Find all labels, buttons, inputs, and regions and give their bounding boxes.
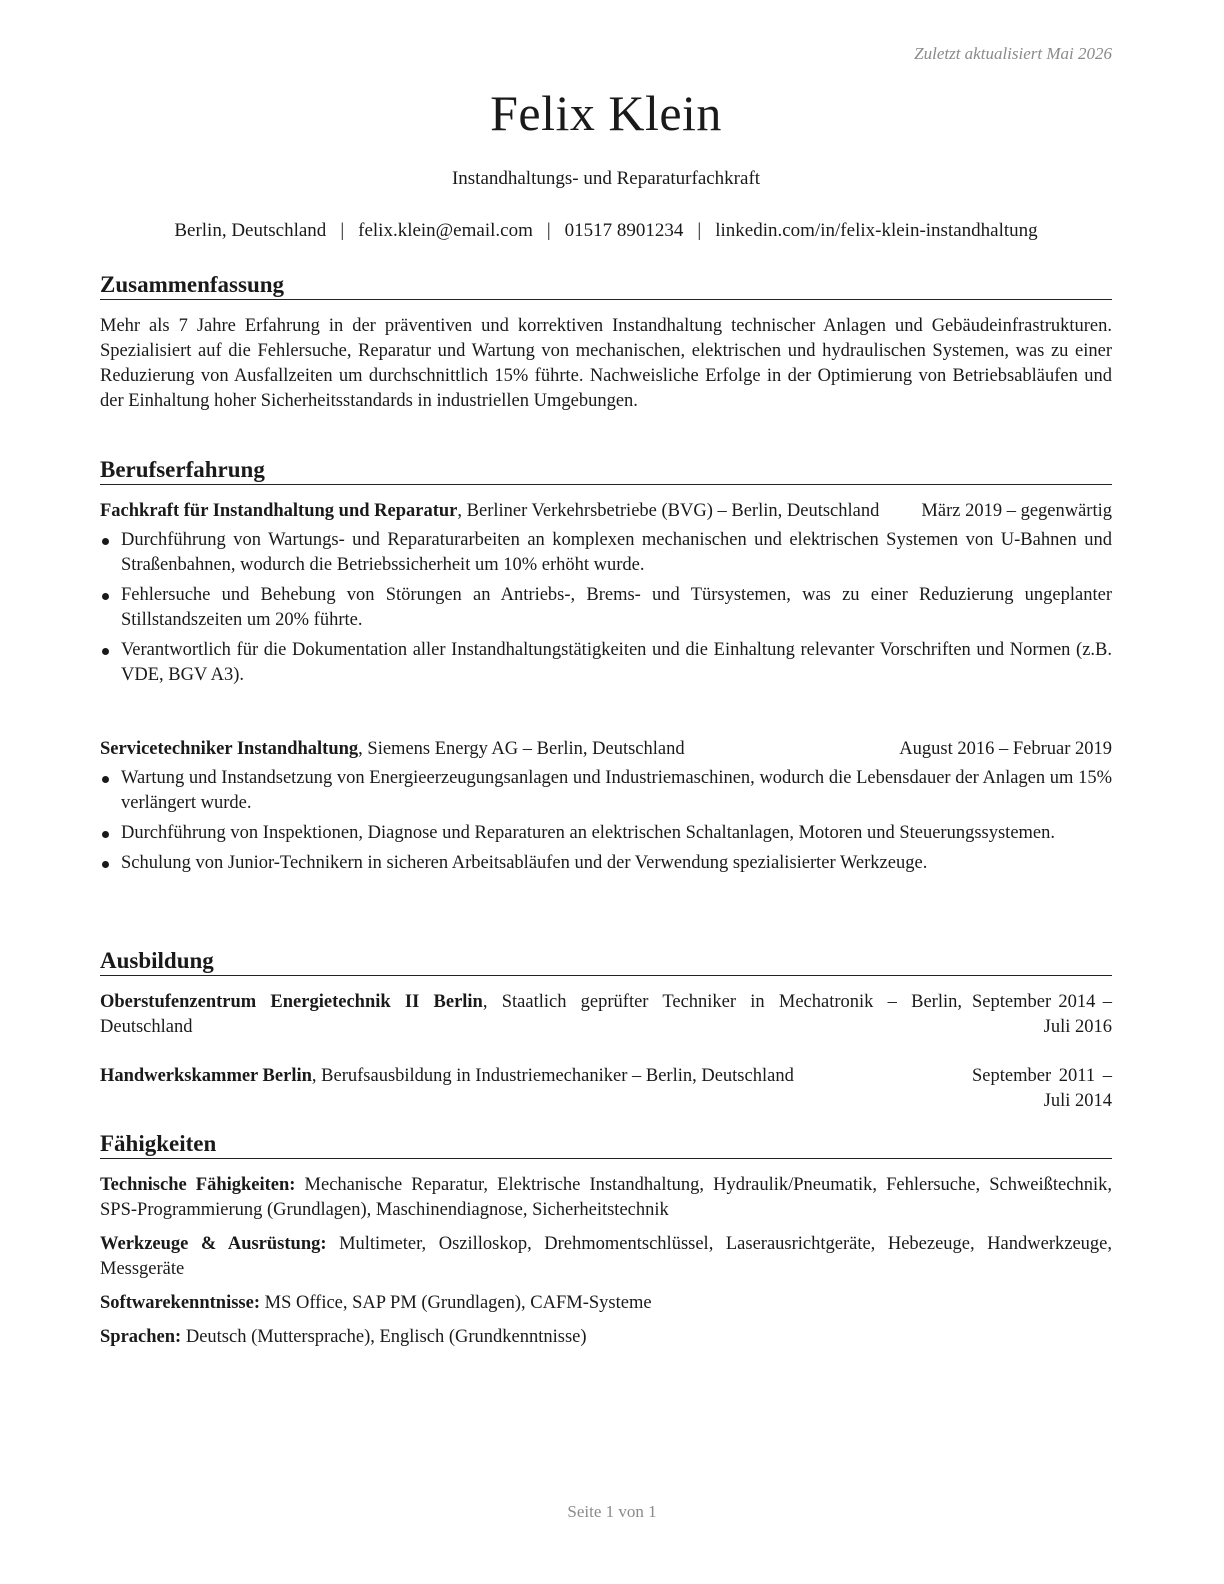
education-header [100, 1064, 1112, 1114]
skill-row-software [100, 1291, 1112, 1316]
experience-heading: Berufserfahrung [100, 457, 1112, 485]
skill-value: MS Office, SAP PM (Grundlagen), CAFM-Systeme [260, 1293, 652, 1313]
skill-label: Softwarekenntnisse: [100, 1293, 260, 1313]
contact-separator: | [546, 220, 551, 241]
skill-row-languages [100, 1325, 1112, 1350]
education-school-detail [100, 990, 962, 1040]
job-org: , Siemens Energy AG – Berlin, Deutschland [358, 739, 685, 759]
list-item: Verantwortlich für die Dokumentation aller Instandhaltungstätigkeiten und die Einhaltung relevanter Vorschriften und Normen (z.B. VDE, BGV A3). [100, 638, 1112, 688]
contact-location: Berlin, Deutschland [174, 220, 327, 241]
list-item: Durchführung von Wartungs- und Reparaturarbeiten an komplexen mechanischen und elektrischen Systemen von U-Bahnen und Straßenbahnen, wodurch die Betriebssicherheit um 10% erhöht wurde. [100, 528, 1112, 578]
person-name: Felix Klein [490, 85, 722, 141]
contact-separator: | [697, 220, 702, 241]
job-dates: August 2016 – Februar 2019 [899, 739, 1112, 759]
skill-value: Deutsch (Muttersprache), Englisch (Grundkenntnisse) [181, 1327, 587, 1347]
last-updated: Zuletzt aktualisiert Mai 2026 [914, 44, 1112, 63]
job-bullets [100, 528, 1112, 688]
list-item: Wartung und Instandsetzung von Energieerzeugungsanlagen und Industriemaschinen, wodurch die Lebensdauer der Anlagen um 15% verlängert wurde. [100, 766, 1112, 816]
contact-email[interactable]: felix.klein@email.com [358, 220, 533, 241]
job-org: , Berliner Verkehrsbetriebe (BVG) – Berlin, Deutschland [457, 501, 880, 521]
resume-page [100, 0, 1112, 1584]
job-dates: März 2019 – gegenwärtig [921, 501, 1112, 521]
summary-text: Mehr als 7 Jahre Erfahrung in der präventiven und korrektiven Instandhaltung technischer Anlagen und Gebäudeinfrastrukturen. Spezialisiert auf die Fehlersuche, Reparatur und Wartung von mechanischen, elektrischen und hydraulischen Systemen, was zu einer Reduzierung von Ausfallzeiten um durchschnittlich 15% führte. Nachweisliche Erfolge in der Optimierung von Betriebsabläufen und der Einhaltung hoher Sicherheitsstandards in industriellen Umgebungen. [100, 316, 1112, 411]
page-number: Seite 1 von 1 [567, 1502, 657, 1521]
job-role-org [100, 737, 866, 762]
education-dates: September 2014 – Juli 2016 [972, 992, 1112, 1037]
job-role: Servicetechniker Instandhaltung [100, 739, 359, 759]
education-school-detail [100, 1064, 962, 1089]
summary-heading: Zusammenfassung [100, 272, 1112, 300]
skill-label: Werkzeuge & Ausrüstung: [100, 1234, 327, 1254]
contact-linkedin[interactable]: linkedin.com/in/felix-klein-instandhaltung [715, 220, 1038, 241]
summary-section [100, 314, 1112, 414]
skills-heading: Fähigkeiten [100, 1131, 1112, 1159]
education-school: Oberstufenzentrum Energietechnik II Berlin [100, 992, 483, 1012]
skill-label: Sprachen: [100, 1327, 182, 1347]
education-heading: Ausbildung [100, 948, 1112, 976]
job-header [100, 737, 1112, 762]
skill-value: Mechanische Reparatur, Elektrische Instandhaltung, Hydraulik/Pneumatik, Fehlersuche, Schweißtechnik, SPS-Programmierung (Grundlagen), Maschinendiagnose, Sicherheitstechnik [100, 1175, 1112, 1220]
job-header [100, 499, 1112, 524]
skill-row-technical [100, 1173, 1112, 1223]
education-detail: , Berufsausbildung in Industriemechaniker – Berlin, Deutschland [311, 1066, 794, 1086]
job-entry-2 [100, 737, 1112, 881]
skills-section [100, 1173, 1112, 1359]
education-dates: September 2011 – Juli 2014 [972, 1066, 1112, 1111]
contact-line [80, 220, 1132, 242]
contact-phone[interactable]: 01517 8901234 [564, 220, 684, 241]
list-item: Fehlersuche und Behebung von Störungen an Antriebs-, Brems- und Türsystemen, was zu einer Reduzierung ungeplanter Stillstandszeiten um 20% führte. [100, 583, 1112, 633]
job-entry-1 [100, 499, 1112, 693]
education-school: Handwerkskammer Berlin [100, 1066, 312, 1086]
skill-value: Multimeter, Oszilloskop, Drehmomentschlüssel, Laserausrichtgeräte, Hebezeuge, Handwerkzeuge, Messgeräte [100, 1234, 1112, 1279]
job-bullets [100, 766, 1112, 876]
education-entry-2 [100, 1064, 1112, 1114]
list-item: Durchführung von Inspektionen, Diagnose und Reparaturen an elektrischen Schaltanlagen, Motoren und Steuerungssystemen. [100, 821, 1112, 846]
job-title: Instandhaltungs- und Reparaturfachkraft [451, 168, 761, 189]
skill-label: Technische Fähigkeiten: [100, 1175, 296, 1195]
education-entry-1 [100, 990, 1112, 1040]
skill-row-tools [100, 1232, 1112, 1282]
list-item: Schulung von Junior-Technikern in sicheren Arbeitsabläufen und der Verwendung spezialisierter Werkzeuge. [100, 851, 1112, 876]
contact-separator: | [340, 220, 345, 241]
education-detail: , Staatlich geprüfter Techniker in Mechatronik – Berlin, Deutschland [100, 992, 962, 1037]
education-header [100, 990, 1112, 1040]
job-role: Fachkraft für Instandhaltung und Reparatur [100, 501, 458, 521]
